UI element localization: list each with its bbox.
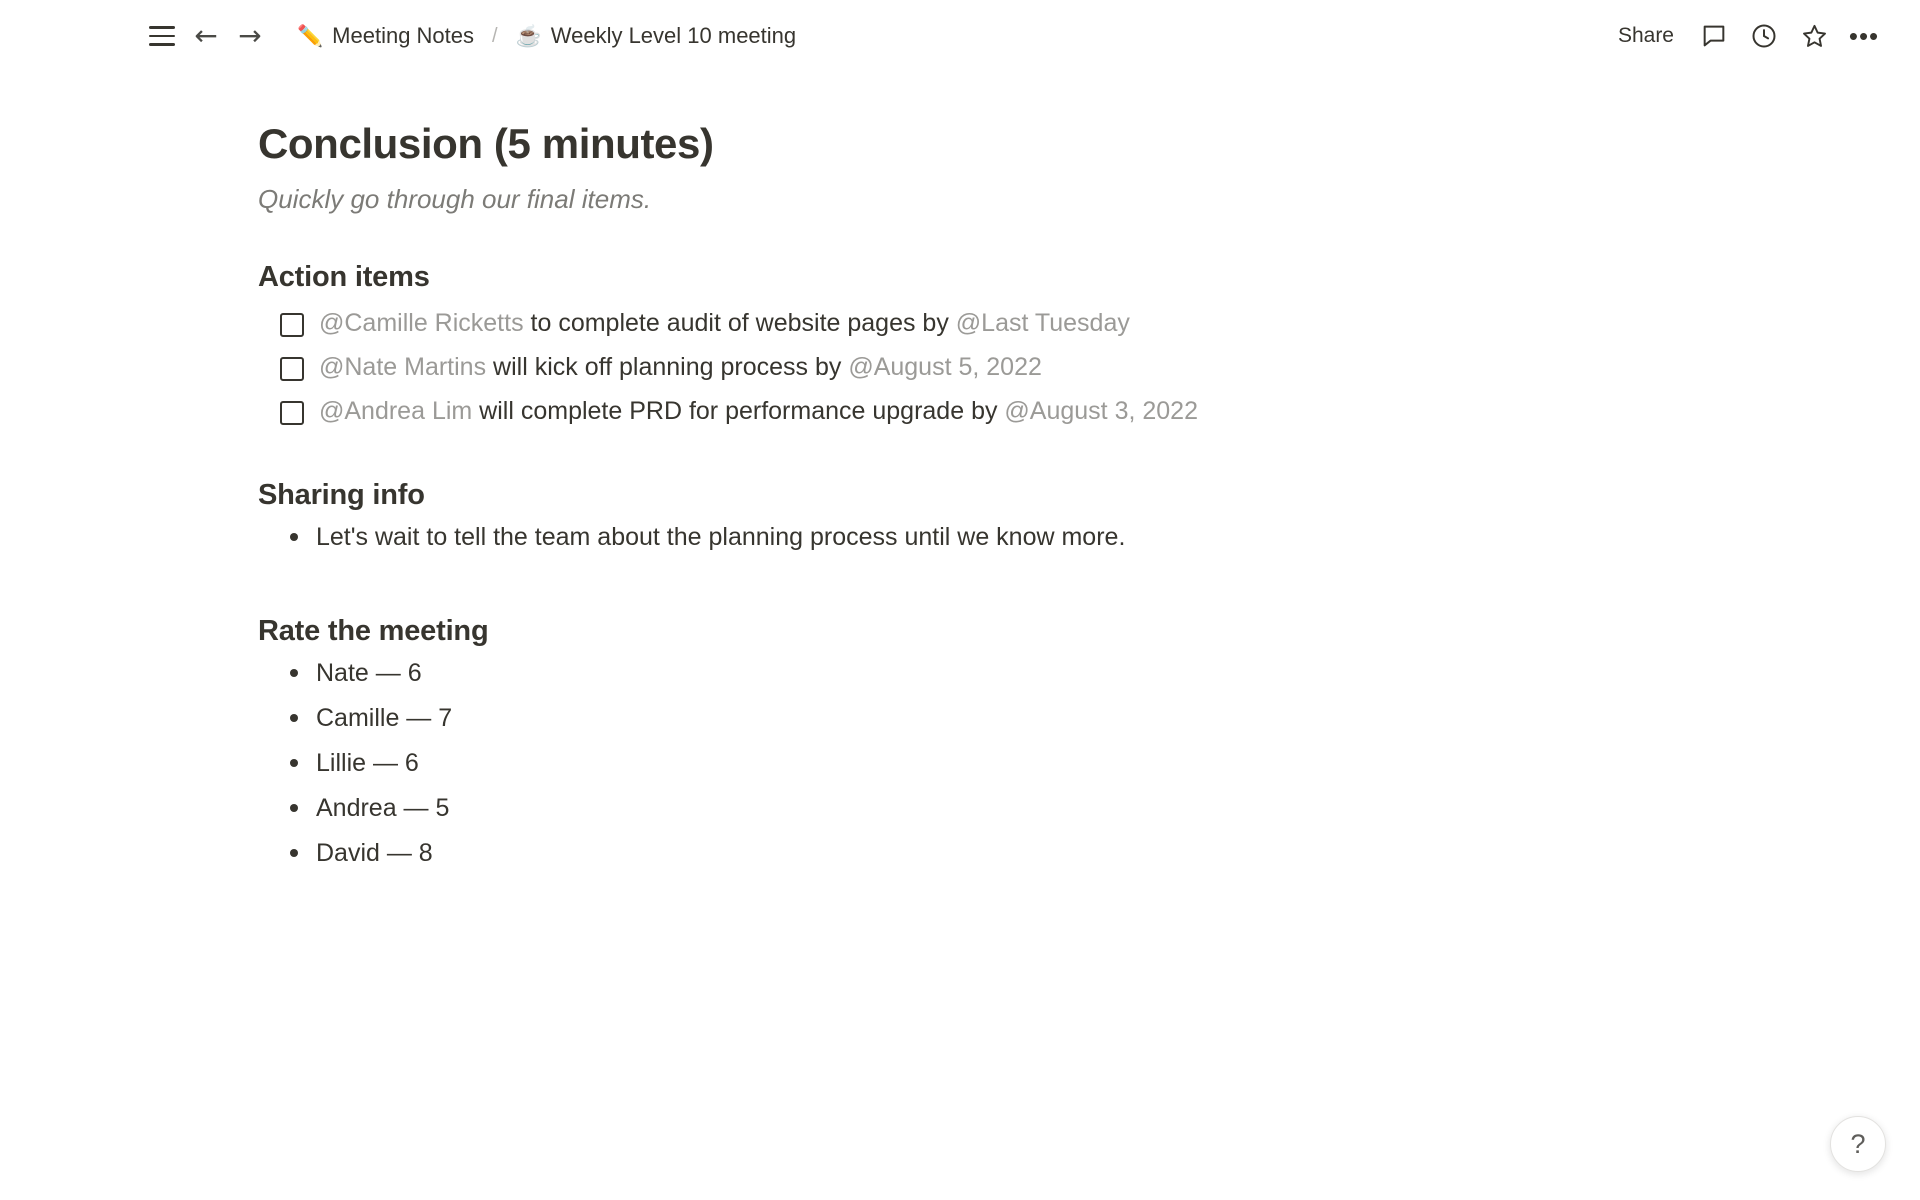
mention-person[interactable]: @Andrea Lim (319, 396, 473, 425)
menu-icon[interactable] (140, 14, 184, 58)
comment-icon[interactable] (1692, 14, 1736, 58)
mention-person[interactable]: @Camille Ricketts (319, 309, 524, 337)
list-item[interactable]: Let's wait to tell the team about the planning process until we know more. (316, 520, 1700, 555)
help-button[interactable]: ? (1830, 1116, 1886, 1172)
mention-date[interactable]: @August 5, 2022 (848, 352, 1042, 381)
todo-label (319, 351, 1042, 385)
share-button[interactable]: Share (1617, 24, 1674, 47)
hamburger-icon (149, 26, 175, 46)
page-title: Conclusion (5 minutes) (258, 120, 714, 167)
section-heading-rate-the-meeting: Rate the meeting (258, 615, 489, 648)
breadcrumb-item-weekly-level-10-meeting[interactable] (509, 19, 804, 53)
todo-text: will complete PRD for performance upgrade by (472, 396, 1005, 425)
mention-date[interactable]: @Last Tuesday (955, 309, 1130, 337)
todo-item[interactable] (258, 346, 1700, 390)
list-item[interactable]: Lillie — 6 (316, 746, 1700, 781)
breadcrumb (290, 19, 803, 53)
mention-date[interactable]: @August 3, 2022 (1004, 396, 1198, 425)
top-bar-right (1606, 14, 1886, 58)
breadcrumb-item-meeting-notes[interactable] (290, 19, 481, 53)
more-glyph: ••• (1848, 20, 1880, 51)
ellipsis-icon[interactable] (1842, 14, 1886, 58)
coffee-icon: ☕ (515, 24, 542, 48)
list-item[interactable]: David — 8 (316, 836, 1700, 871)
page-subtitle: Quickly go through our final items. (258, 184, 652, 214)
todo-text: will kick off planning process by (486, 352, 849, 381)
todo-item[interactable] (258, 302, 1700, 346)
clock-icon[interactable] (1742, 14, 1786, 58)
todo-checkbox[interactable] (280, 313, 304, 337)
breadcrumb-separator: / (492, 24, 498, 47)
list-item[interactable]: Camille — 7 (316, 701, 1700, 736)
page-content (0, 72, 1700, 871)
pencil-icon: ✏️ (297, 24, 324, 48)
list-item[interactable]: Nate — 6 (316, 656, 1700, 691)
todo-checkbox[interactable] (280, 357, 304, 381)
arrow-left-icon[interactable]: ← (194, 19, 218, 52)
todo-label (319, 395, 1198, 429)
spacer (258, 569, 1700, 615)
top-bar-left (140, 14, 803, 58)
breadcrumb-label-meeting-notes: Meeting Notes (332, 23, 475, 48)
arrow-right-icon[interactable]: → (238, 19, 262, 52)
breadcrumb-label-weekly-meeting: Weekly Level 10 meeting (550, 23, 797, 48)
rate-the-meeting-list (258, 656, 1700, 871)
mention-person[interactable]: @Nate Martins (319, 352, 487, 381)
star-icon[interactable] (1792, 14, 1836, 58)
section-heading-sharing-info: Sharing info (258, 479, 425, 512)
section-heading-action-items: Action items (258, 261, 430, 293)
spacer (258, 433, 1700, 479)
todo-item[interactable] (258, 390, 1700, 434)
top-bar (0, 0, 1920, 72)
sharing-info-list (258, 520, 1700, 555)
todo-label (319, 307, 1130, 341)
todo-checkbox[interactable] (280, 401, 304, 425)
todo-text: to complete audit of website pages by (523, 309, 956, 337)
list-item[interactable]: Andrea — 5 (316, 791, 1700, 826)
